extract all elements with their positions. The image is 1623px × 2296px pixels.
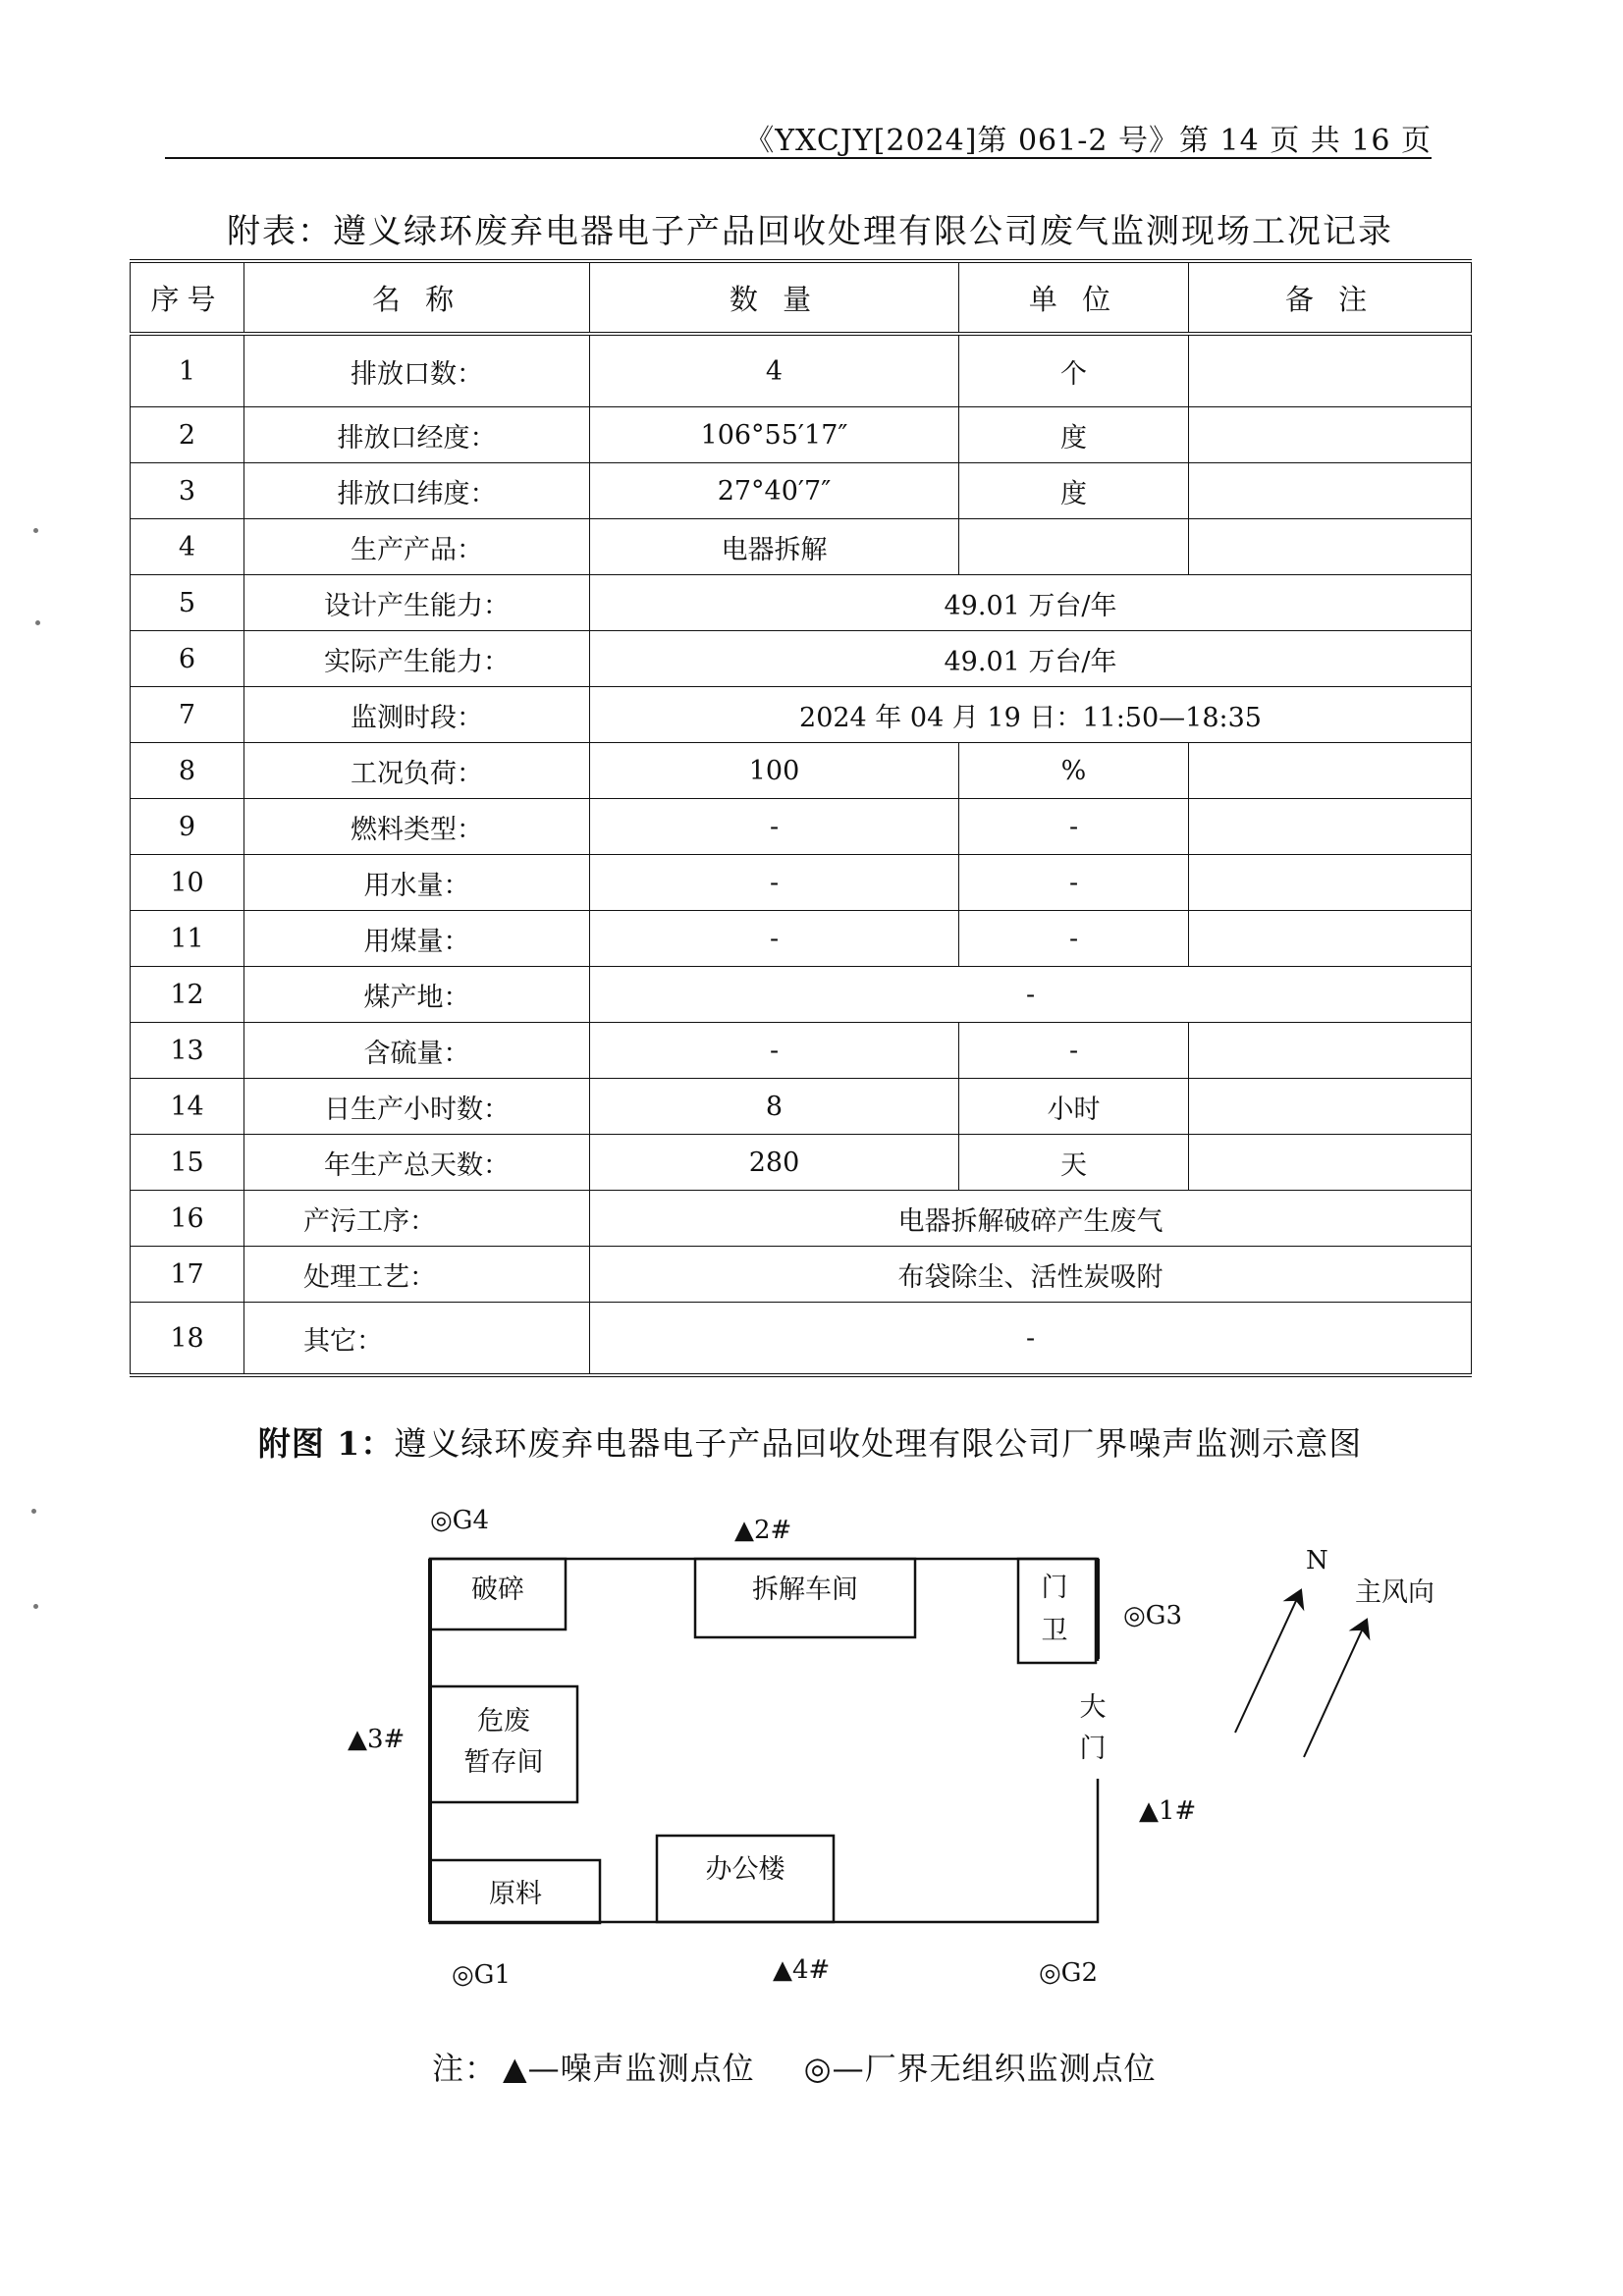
row-unit: 度 xyxy=(959,407,1189,463)
row-name: 设计产生能力： xyxy=(244,575,590,631)
row-quantity: - xyxy=(590,1023,959,1079)
row-name: 产污工序： xyxy=(244,1191,590,1247)
scan-speck xyxy=(33,1604,38,1609)
scan-speck xyxy=(35,620,40,625)
row-note xyxy=(1189,334,1472,407)
row-quantity: - xyxy=(590,799,959,855)
hazwaste-label-1: 危废 xyxy=(477,1706,530,1736)
noise-point-2: ▲2# xyxy=(734,1516,792,1545)
figure-title-text: 遵义绿环废弃电器电子产品回收处理有限公司厂界噪声监测示意图 xyxy=(394,1424,1363,1463)
row-name: 含硫量： xyxy=(244,1023,590,1079)
row-number: 10 xyxy=(131,855,244,911)
row-number: 12 xyxy=(131,967,244,1023)
row-number: 7 xyxy=(131,687,244,743)
row-name: 其它： xyxy=(244,1303,590,1376)
row-name: 排放口数： xyxy=(244,334,590,407)
row-number: 17 xyxy=(131,1247,244,1303)
row-quantity: - xyxy=(590,911,959,967)
legend-fugitive: ◎—厂界无组织监测点位 xyxy=(803,2050,1157,2087)
row-number: 9 xyxy=(131,799,244,855)
table-row xyxy=(131,1191,1472,1247)
row-merged-value: - xyxy=(590,1303,1472,1376)
row-unit: - xyxy=(959,1023,1189,1079)
col-header-name: 名 称 xyxy=(244,261,590,334)
table-row xyxy=(131,463,1472,519)
wind-direction-label: 主风向 xyxy=(1355,1577,1434,1608)
table-row xyxy=(131,631,1472,687)
row-quantity: 100 xyxy=(590,743,959,799)
row-unit: - xyxy=(959,855,1189,911)
row-name: 排放口纬度： xyxy=(244,463,590,519)
col-header-note: 备 注 xyxy=(1189,261,1472,334)
row-merged-value: 布袋除尘、活性炭吸附 xyxy=(590,1247,1472,1303)
row-unit: % xyxy=(959,743,1189,799)
row-note xyxy=(1189,911,1472,967)
row-note xyxy=(1189,1079,1472,1135)
noise-point-3: ▲3# xyxy=(348,1725,406,1754)
table-row xyxy=(131,1135,1472,1191)
raw-material-label: 原料 xyxy=(489,1879,542,1909)
row-name: 用煤量： xyxy=(244,911,590,967)
figure-title xyxy=(128,1418,1492,1465)
row-number: 13 xyxy=(131,1023,244,1079)
row-merged-value: 49.01 万台/年 xyxy=(590,631,1472,687)
table-row xyxy=(131,743,1472,799)
row-note xyxy=(1189,1023,1472,1079)
row-note xyxy=(1189,1135,1472,1191)
legend-noise: ▲—噪声监测点位 xyxy=(503,2050,755,2087)
table-row xyxy=(131,1247,1472,1303)
row-name: 监测时段： xyxy=(244,687,590,743)
row-quantity: 电器拆解 xyxy=(590,519,959,575)
guardhouse-label-1: 门 xyxy=(1041,1573,1068,1603)
row-number: 15 xyxy=(131,1135,244,1191)
guardhouse-label-2: 卫 xyxy=(1041,1616,1068,1646)
row-unit xyxy=(959,519,1189,575)
building-hazardous-waste xyxy=(430,1686,577,1802)
north-arrow-icon xyxy=(1235,1590,1301,1733)
row-note xyxy=(1189,799,1472,855)
row-merged-value: 2024 年 04 月 19 日：11:50—18:35 xyxy=(590,687,1472,743)
row-merged-value: 49.01 万台/年 xyxy=(590,575,1472,631)
row-unit: - xyxy=(959,911,1189,967)
row-number: 18 xyxy=(131,1303,244,1376)
table-header-row xyxy=(131,261,1472,334)
table-row xyxy=(131,687,1472,743)
row-number: 2 xyxy=(131,407,244,463)
row-name: 日生产小时数： xyxy=(244,1079,590,1135)
row-unit: - xyxy=(959,799,1189,855)
row-quantity: 4 xyxy=(590,334,959,407)
table-title: 附表：遵义绿环废弃电器电子产品回收处理有限公司废气监测现场工况记录 xyxy=(227,212,1393,251)
hazwaste-label-2: 暂存间 xyxy=(463,1747,544,1778)
operating-conditions-table xyxy=(130,259,1472,1377)
building-dismantling-label: 拆解车间 xyxy=(752,1575,858,1605)
table-row xyxy=(131,334,1472,407)
row-number: 1 xyxy=(131,334,244,407)
row-note xyxy=(1189,855,1472,911)
row-number: 6 xyxy=(131,631,244,687)
row-name: 工况负荷： xyxy=(244,743,590,799)
table-row xyxy=(131,967,1472,1023)
row-number: 5 xyxy=(131,575,244,631)
noise-point-4: ▲4# xyxy=(773,1955,831,1985)
wind-direction-arrow-icon xyxy=(1304,1620,1367,1757)
col-header-no: 序号 xyxy=(131,261,244,334)
row-quantity: - xyxy=(590,855,959,911)
row-note xyxy=(1189,519,1472,575)
table-row xyxy=(131,799,1472,855)
row-unit: 小时 xyxy=(959,1079,1189,1135)
table-row xyxy=(131,1079,1472,1135)
col-header-qty: 数 量 xyxy=(590,261,959,334)
row-name: 年生产总天数： xyxy=(244,1135,590,1191)
report-reference: 《YXCJY[2024]第 061-2 号》第 14 页 共 16 页 xyxy=(744,124,1432,158)
building-crushing-label: 破碎 xyxy=(471,1575,524,1605)
row-number: 14 xyxy=(131,1079,244,1135)
monitor-point-g3: ◎G3 xyxy=(1123,1601,1182,1630)
figure-legend xyxy=(432,2044,1206,2089)
table-row xyxy=(131,911,1472,967)
row-merged-value: 电器拆解破碎产生废气 xyxy=(590,1191,1472,1247)
row-name: 实际产生能力： xyxy=(244,631,590,687)
table-row xyxy=(131,519,1472,575)
row-number: 3 xyxy=(131,463,244,519)
row-quantity: 106°55′17″ xyxy=(590,407,959,463)
row-quantity: 27°40′7″ xyxy=(590,463,959,519)
row-unit: 天 xyxy=(959,1135,1189,1191)
row-name: 用水量： xyxy=(244,855,590,911)
row-quantity: 8 xyxy=(590,1079,959,1135)
row-note xyxy=(1189,743,1472,799)
scan-speck xyxy=(31,1509,36,1514)
row-name: 煤产地： xyxy=(244,967,590,1023)
row-name: 排放口经度： xyxy=(244,407,590,463)
table-row xyxy=(131,575,1472,631)
row-number: 8 xyxy=(131,743,244,799)
table-body xyxy=(131,334,1472,1375)
row-number: 11 xyxy=(131,911,244,967)
row-merged-value: - xyxy=(590,967,1472,1023)
table-row xyxy=(131,1023,1472,1079)
table-row xyxy=(131,855,1472,911)
north-label: N xyxy=(1306,1546,1328,1575)
table-row xyxy=(131,1303,1472,1376)
row-name: 处理工艺： xyxy=(244,1247,590,1303)
scan-speck xyxy=(33,528,38,533)
monitor-point-g4: ◎G4 xyxy=(430,1506,489,1535)
row-note xyxy=(1189,407,1472,463)
row-unit: 个 xyxy=(959,334,1189,407)
site-diagram xyxy=(0,1472,1623,2042)
office-label: 办公楼 xyxy=(705,1854,785,1885)
monitor-point-g2: ◎G2 xyxy=(1039,1958,1098,1988)
row-name: 生产产品： xyxy=(244,519,590,575)
monitor-point-g1: ◎G1 xyxy=(452,1960,511,1990)
col-header-unit: 单 位 xyxy=(959,261,1189,334)
row-note xyxy=(1189,463,1472,519)
noise-point-1: ▲1# xyxy=(1139,1796,1197,1826)
table-row xyxy=(131,407,1472,463)
row-quantity: 280 xyxy=(590,1135,959,1191)
legend-prefix: 注： xyxy=(432,2050,498,2087)
row-number: 16 xyxy=(131,1191,244,1247)
row-number: 4 xyxy=(131,519,244,575)
figure-title-label: 附图 1： xyxy=(257,1424,395,1463)
row-name: 燃料类型： xyxy=(244,799,590,855)
gate-label-2: 门 xyxy=(1079,1734,1107,1764)
gate-label-1: 大 xyxy=(1079,1692,1107,1723)
header-rule xyxy=(165,157,1432,159)
row-unit: 度 xyxy=(959,463,1189,519)
